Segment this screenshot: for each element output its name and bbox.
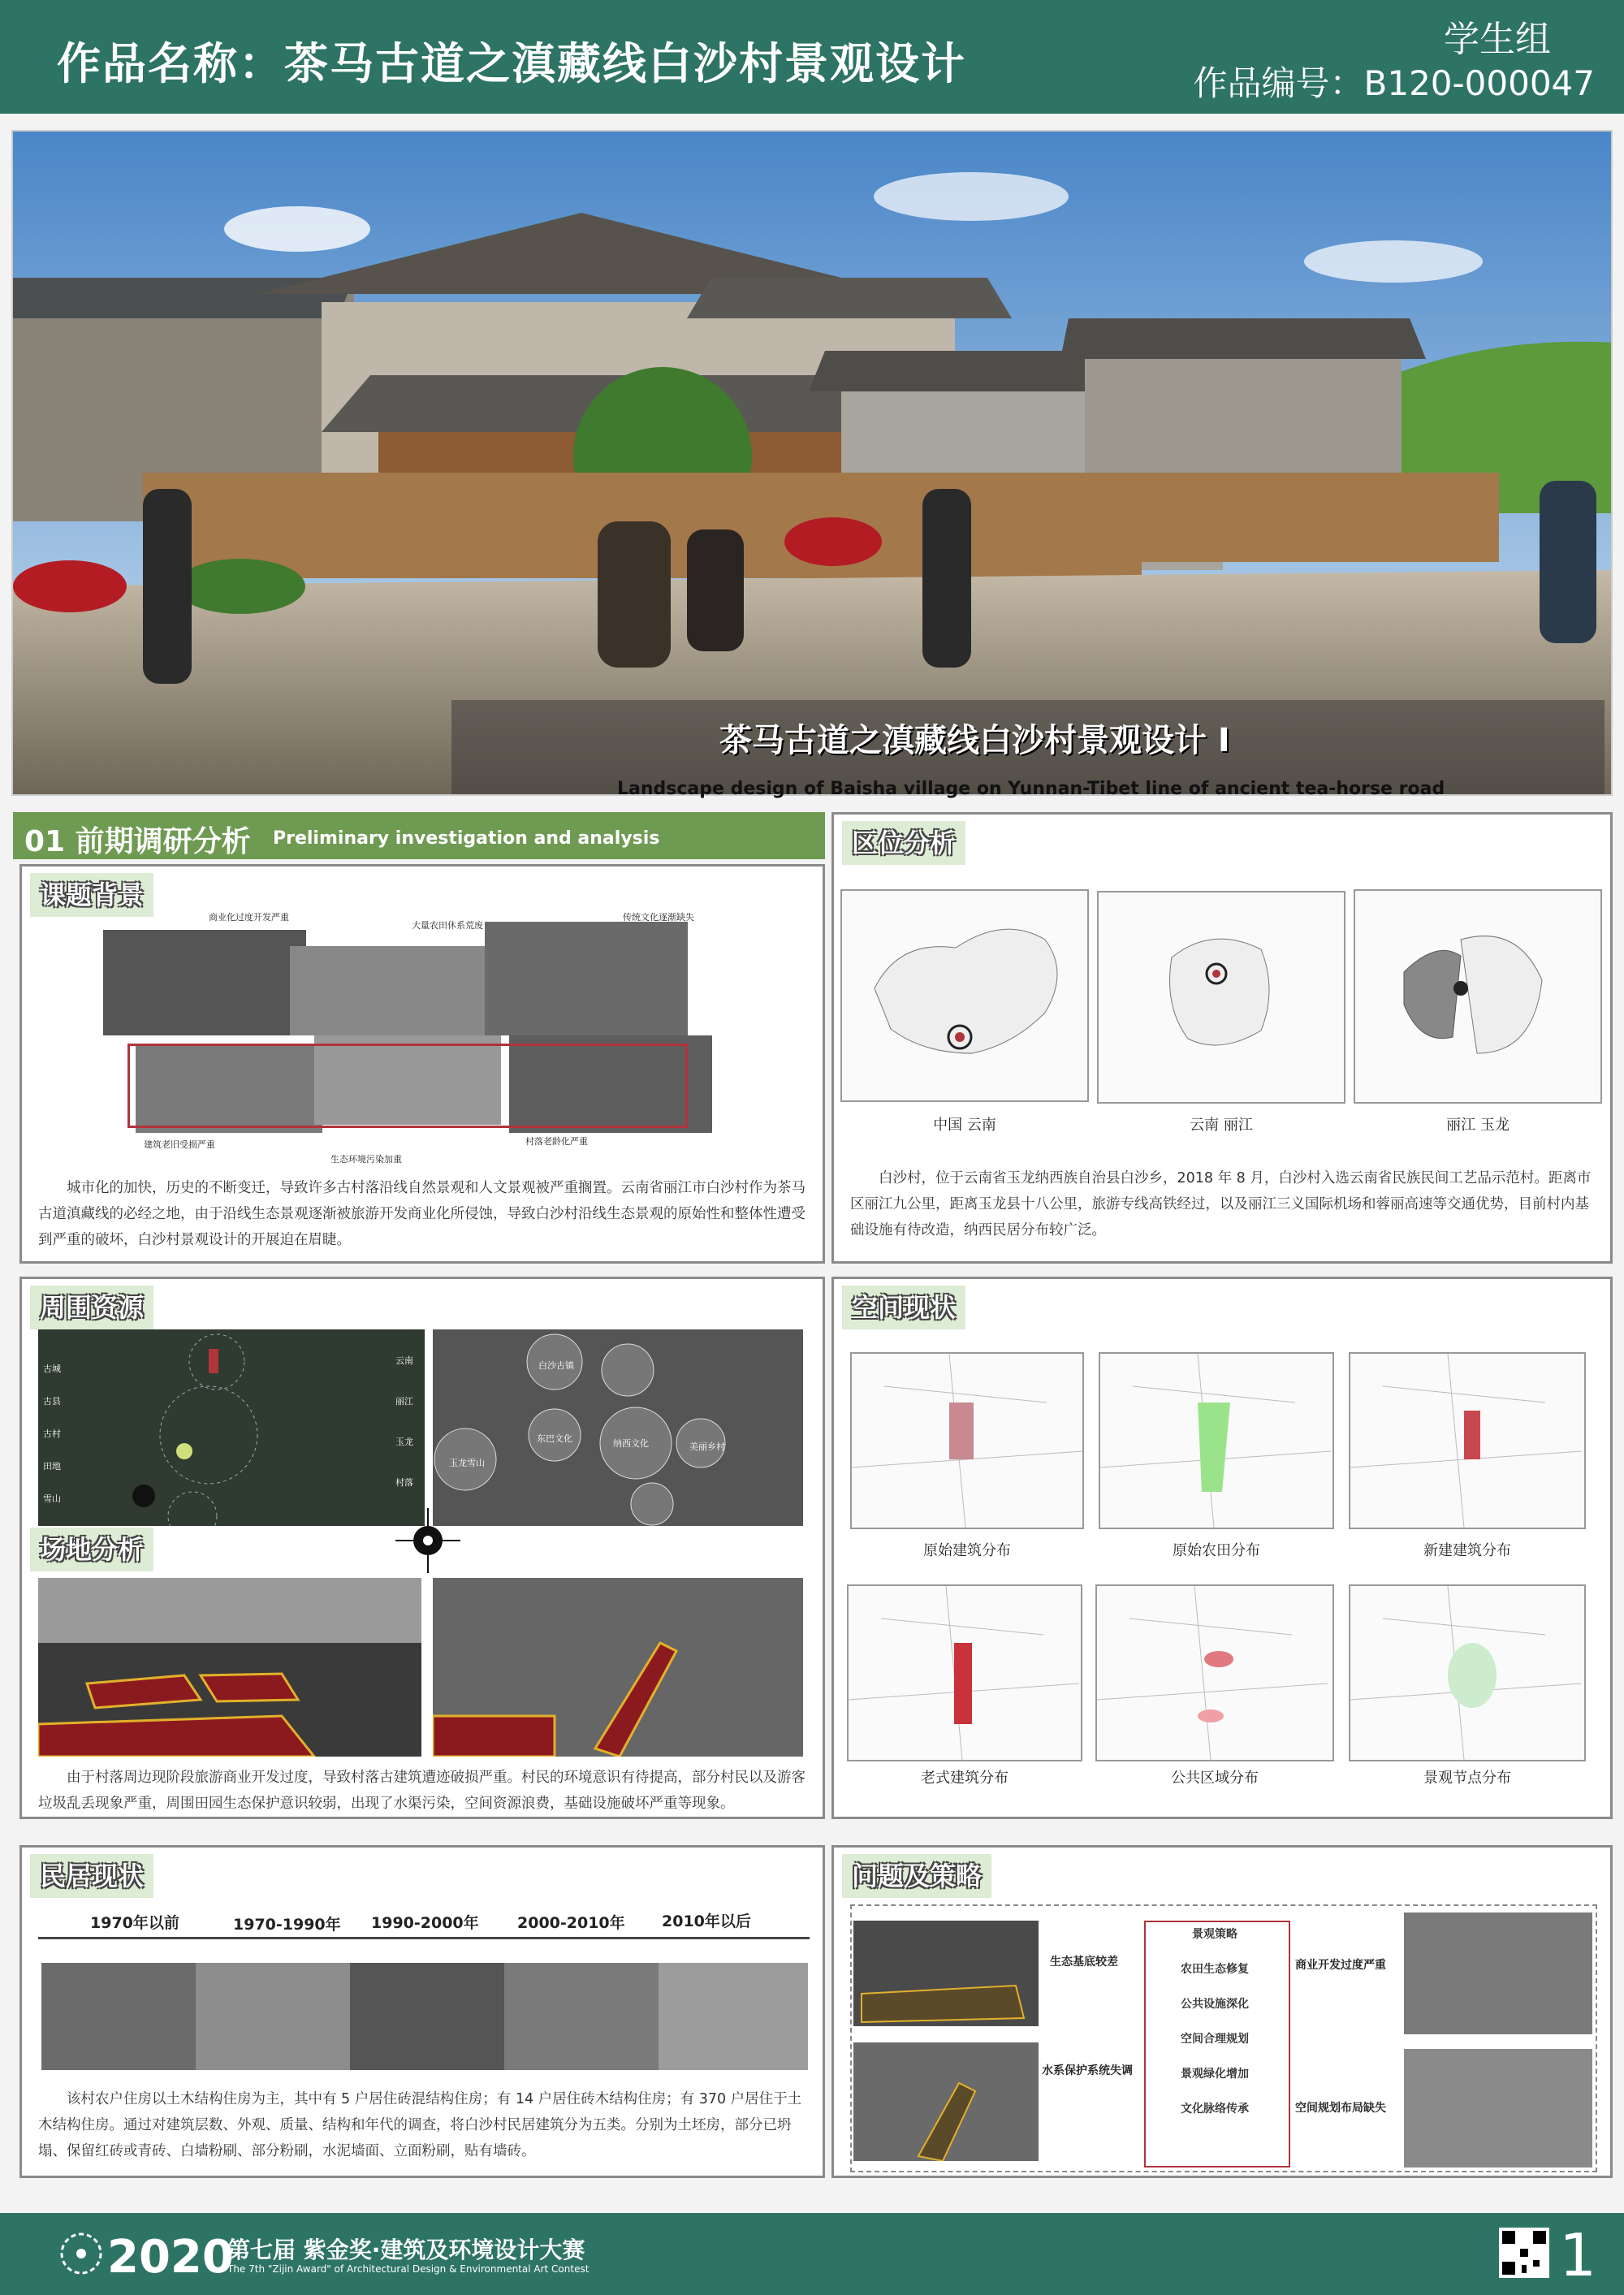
map-china <box>840 889 1089 1102</box>
problem-photo-3 <box>1404 1912 1592 2034</box>
problem-right-1: 商业开发过度严重 <box>1295 1959 1386 1972</box>
photo-farmland <box>290 946 485 1035</box>
village-map-image <box>1350 1354 1584 1528</box>
canal-zone-image <box>853 2042 1039 2161</box>
problem-photo-2 <box>853 2042 1039 2161</box>
background-text: 城市化的加快，历史的不断变迁，导致许多古村落沿线自然景观和人文景观被严重搁置。云南省丽江市白沙村作为茶马古道滇藏线的必经之地，由于沿线生态景观逐渐被旅游开发商业化所侵蚀，导致白沙村沿线生态景观的原始性和整体性遭受到严重的破坏，白沙村景观设计的开展迫在眉睫。 <box>38 1180 806 1248</box>
dwelling-text: 该村农户住房以土木结构住房为主，其中有 5 户居住砖混结构住房；有 14 户居住砖木结构住房；有 370 户居住于土木结构住房。通过对建筑层数、外观、质量、结构和年代的调查，将白沙村民居建筑分为五类。分别为土坯房，部分已坍塌、保留红砖或青砖、白墙粉刷、部分粉刷，水泥墙面、立面粉刷，贴有墙砖。 <box>38 2091 802 2159</box>
right-label-2: 丽江 <box>395 1396 413 1407</box>
resources-map <box>38 1329 425 1526</box>
qr-code-icon[interactable] <box>1499 2228 1549 2278</box>
space-panel <box>831 1277 1613 1819</box>
caption-orig-farmland: 原始农田分布 <box>1173 1542 1260 1559</box>
caption-lijiang-yulong: 丽江 玉龙 <box>1446 1117 1510 1134</box>
site-photo-field <box>38 1578 421 1757</box>
photo-collage <box>103 922 720 1133</box>
work-title: 作品名称：茶马古道之滇藏线白沙村景观设计 <box>57 38 966 89</box>
caption-orig-buildings: 原始建筑分布 <box>923 1542 1011 1559</box>
caption-yunnan-lijiang: 云南 丽江 <box>1190 1117 1253 1134</box>
dwelling-photo-1 <box>41 1963 196 2070</box>
dwelling-panel <box>19 1845 825 2178</box>
crosshair-icon <box>395 1508 460 1573</box>
strategy-heading: 问题及策略 <box>842 1854 991 1898</box>
work-number: 作品编号：B120-000047 <box>1193 63 1595 103</box>
dwelling-heading: 民居现状 <box>30 1854 153 1898</box>
strategy-item-2: 农田生态修复 <box>1181 1963 1249 1976</box>
resources-heading: 周围资源 <box>30 1286 153 1329</box>
left-label-2: 古县 <box>43 1396 61 1407</box>
field-zone-image <box>853 1921 1039 2026</box>
space-map-5 <box>1095 1584 1334 1761</box>
section-number-title: 01 前期调研分析 <box>24 825 251 858</box>
resources-site-panel <box>19 1277 825 1819</box>
footer-year: 2020 <box>107 2231 234 2284</box>
left-label-1: 古城 <box>43 1364 61 1374</box>
map-lijiang <box>1354 889 1602 1104</box>
problem-left-1: 生态基底较差 <box>1050 1956 1118 1969</box>
map-yunnan <box>1097 891 1345 1104</box>
yunnan-outline-icon <box>1099 892 1344 1102</box>
circle-label-3: 东巴文化 <box>537 1433 572 1444</box>
caption-old-buildings: 老式建筑分布 <box>921 1770 1009 1787</box>
hero-subtitle-en: Landscape design of Baisha village on Yunnan-Tibet line of ancient tea-horse road <box>617 779 1445 799</box>
village-map-image <box>1097 1586 1332 1760</box>
space-map-2 <box>1099 1352 1334 1529</box>
left-label-5: 雪山 <box>43 1493 61 1504</box>
resource-network-image <box>38 1329 425 1526</box>
village-map-image <box>852 1354 1082 1528</box>
label-aging: 村落老龄化严重 <box>525 1136 588 1147</box>
dwelling-photo-strip <box>41 1963 808 2070</box>
photo-culture <box>485 922 688 1035</box>
timeline-item-3: 1990-2000年 <box>371 1914 479 1932</box>
hero-rendering <box>11 130 1613 796</box>
page-number: 1 <box>1559 2221 1596 2289</box>
canal-red-zones-image <box>433 1578 803 1757</box>
location-panel <box>831 812 1613 1264</box>
circle-label-2: 纳西文化 <box>613 1438 649 1449</box>
aerial-map <box>433 1329 803 1526</box>
space-map-6 <box>1349 1584 1586 1761</box>
caption-public-area: 公共区域分布 <box>1171 1770 1259 1787</box>
field-red-zones-image <box>38 1578 421 1757</box>
strategy-item-6: 文化脉络传承 <box>1181 2103 1249 2116</box>
site-text: 由于村落周边现阶段旅游商业开发过度，导致村落古建筑遭迹破损严重。村民的环境意识有待提高，部分村民以及游客垃圾乱丢现象严重，周围田园生态保护意识较弱，出现了水渠污染，空间资源浪费，基础设施破坏严重等现象。 <box>38 1770 806 1812</box>
china-outline-icon <box>842 891 1087 1100</box>
label-commercial: 商业化过度开发严重 <box>209 912 289 923</box>
label-ecology: 生态环境污染加重 <box>330 1154 402 1165</box>
dwelling-photo-4 <box>504 1963 659 2070</box>
footer-competition-en: The 7th "Zijin Award" of Architectural Design & Environmental Art Contest <box>227 2263 590 2275</box>
left-label-3: 古村 <box>43 1428 61 1439</box>
space-map-3 <box>1349 1352 1586 1529</box>
strategy-item-1: 景观策略 <box>1192 1928 1237 1941</box>
circle-label-5: 玉龙雪山 <box>449 1458 485 1468</box>
timeline-item-2: 1970-1990年 <box>233 1916 341 1934</box>
caption-landscape-nodes: 景观节点分布 <box>1423 1770 1511 1787</box>
left-label-4: 田地 <box>43 1461 61 1472</box>
label-farmland: 大量农田休系荒废 <box>412 920 483 931</box>
label-building: 建筑老旧受损严重 <box>144 1139 215 1150</box>
timeline-item-1: 1970年以前 <box>90 1914 179 1932</box>
section-banner <box>13 812 825 859</box>
dwelling-photo-3 <box>350 1963 504 2070</box>
village-map-image <box>1100 1354 1332 1528</box>
circle-label-1: 白沙古镇 <box>538 1360 574 1371</box>
red-frame <box>127 1044 688 1128</box>
caption-china-yunnan: 中国 云南 <box>933 1117 996 1134</box>
footer-bar <box>0 2213 1624 2295</box>
site-heading: 场地分析 <box>30 1528 153 1571</box>
dwelling-photo-2 <box>196 1963 350 2070</box>
village-map-image <box>1350 1586 1584 1760</box>
timeline-line <box>38 1937 810 1939</box>
village-scene-image <box>13 132 1613 796</box>
village-map-image <box>849 1586 1081 1760</box>
strategy-item-4: 空间合理规划 <box>1181 2033 1249 2046</box>
group-label: 学生组 <box>1444 19 1551 60</box>
location-heading: 区位分析 <box>842 821 965 865</box>
timeline-item-5: 2010年以后 <box>662 1912 751 1930</box>
right-label-4: 村落 <box>395 1477 413 1488</box>
problem-left-2: 水系保护系统失调 <box>1042 2064 1133 2077</box>
space-map-4 <box>847 1584 1082 1761</box>
photo-commercial <box>103 930 306 1035</box>
header-bar <box>0 0 1624 114</box>
timeline-item-4: 2000-2010年 <box>517 1914 625 1932</box>
problem-right-2: 空间规划布局缺失 <box>1295 2102 1386 2115</box>
background-panel <box>19 864 825 1264</box>
label-culture: 传统文化逐渐缺失 <box>623 912 694 923</box>
background-heading: 课题背景 <box>30 873 153 917</box>
aerial-circles-image <box>433 1329 803 1526</box>
problem-photo-1 <box>853 1921 1039 2026</box>
space-heading: 空间现状 <box>842 1286 965 1329</box>
strategy-item-5: 景观绿化增加 <box>1181 2068 1249 2081</box>
footer-competition: 第七届 紫金奖·建筑及环境设计大赛 <box>227 2237 585 2263</box>
section-english-title: Preliminary investigation and analysis <box>273 828 660 849</box>
right-label-3: 玉龙 <box>395 1437 413 1447</box>
zijin-logo-icon <box>57 2229 106 2278</box>
right-label-1: 云南 <box>395 1355 413 1366</box>
problem-photo-4 <box>1404 2049 1592 2168</box>
dwelling-photo-5 <box>659 1963 808 2070</box>
circle-label-4: 美丽乡村 <box>689 1441 725 1452</box>
hero-title: 茶马古道之滇藏线白沙村景观设计 Ⅰ <box>719 722 1230 759</box>
strategy-item-3: 公共设施深化 <box>1181 1998 1249 2011</box>
location-text: 白沙村，位于云南省玉龙纳西族自治县白沙乡，2018 年 8 月，白沙村入选云南省民族民间工艺品示范村。距离市区丽江九公里，距离玉龙县十八公里，旅游专线高铁经过，以及丽江三义国际机场和蓉丽高速等交通优势，目前村内基础设施有待改造，纳西民居分布较广泛。 <box>850 1170 1592 1238</box>
space-map-1 <box>850 1352 1084 1529</box>
site-photo-canal <box>433 1578 803 1757</box>
strategy-panel <box>831 1845 1613 2178</box>
caption-new-buildings: 新建建筑分布 <box>1423 1542 1511 1559</box>
lijiang-outline-icon <box>1355 891 1600 1102</box>
